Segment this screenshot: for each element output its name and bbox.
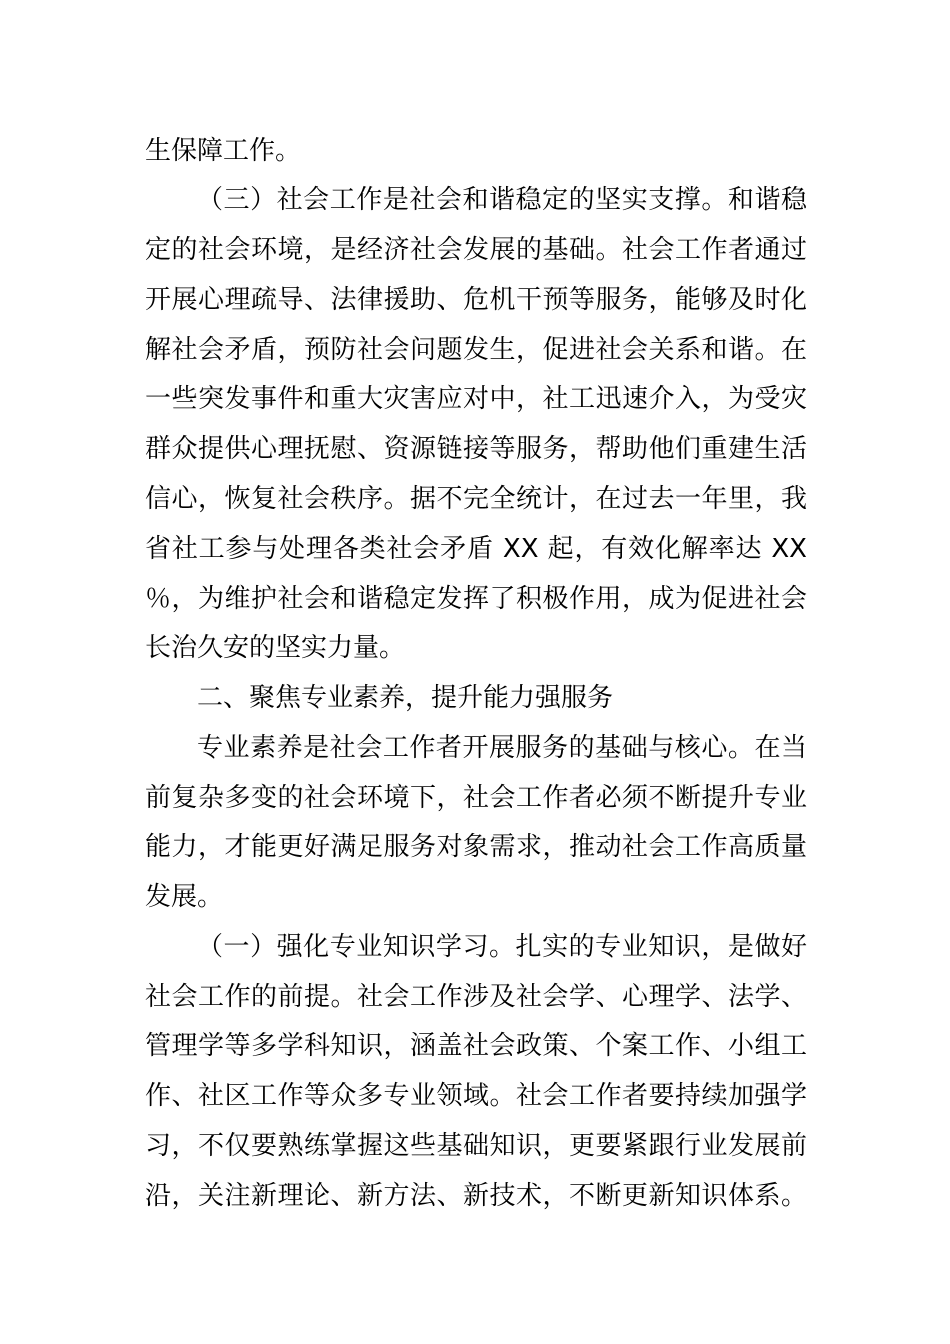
text-line: 生保障工作。	[145, 136, 302, 166]
text-line: 开展心理疏导、法律援助、危机干预等服务，能够及时化	[145, 285, 807, 315]
text-line: ％，为维护社会和谐稳定发挥了积极作用，成为促进社会	[145, 584, 807, 614]
section-heading-3: （三）社会工作是社会和谐稳定的坚实支撑。和谐稳	[197, 185, 807, 215]
text-line: 定的社会环境，是经济社会发展的基础。社会工作者通过	[145, 235, 807, 265]
chapter-heading-2: 二、聚焦专业素养，提升能力强服务	[197, 683, 614, 713]
text-line: 前复杂多变的社会环境下，社会工作者必须不断提升专业	[145, 783, 807, 813]
text-line: 沿，关注新理论、新方法、新技术，不断更新知识体系。	[145, 1181, 807, 1211]
text-line: 作、社区工作等众多专业领域。社会工作者要持续加强学	[145, 1081, 807, 1111]
text-line: 省社工参与处理各类社会矛盾 XX 起，有效化解率达 XX	[145, 534, 807, 564]
text-line: 管理学等多学科知识，涵盖社会政策、个案工作、小组工	[145, 1031, 807, 1061]
text-line: 专业素养是社会工作者开展服务的基础与核心。在当	[197, 733, 807, 763]
text-line: 信心，恢复社会秩序。据不完全统计，在过去一年里，我	[145, 484, 807, 514]
text-line: 社会工作的前提。社会工作涉及社会学、心理学、法学、	[145, 982, 807, 1012]
text-line: 一些突发事件和重大灾害应对中，社工迅速介入，为受灾	[145, 384, 807, 414]
section-heading-1: （一）强化专业知识学习。扎实的专业知识，是做好	[197, 932, 807, 962]
text-line: 能力，才能更好满足服务对象需求，推动社会工作高质量	[145, 832, 807, 862]
text-line: 长治久安的坚实力量。	[145, 633, 406, 663]
text-line: 习，不仅要熟练掌握这些基础知识，更要紧跟行业发展前	[145, 1131, 807, 1161]
text-line: 发展。	[145, 882, 224, 912]
text-line: 解社会矛盾，预防社会问题发生，促进社会关系和谐。在	[145, 335, 807, 365]
text-line: 群众提供心理抚慰、资源链接等服务，帮助他们重建生活	[145, 434, 807, 464]
